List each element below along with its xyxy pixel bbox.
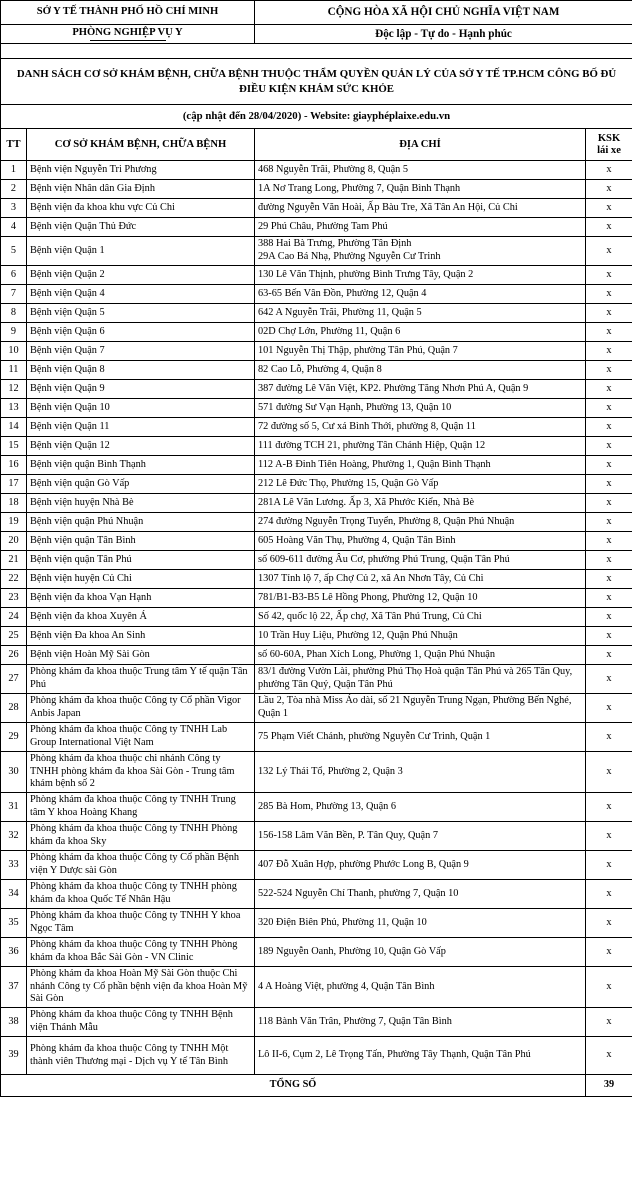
facility-address: 118 Bành Văn Trân, Phường 7, Quận Tân Bình [255, 1008, 586, 1037]
table-row [1, 532, 632, 551]
table-row [1, 551, 632, 570]
table-row [1, 180, 632, 199]
facility-address: Lầu 2, Tòa nhà Miss Áo dài, số 21 Nguyễn Trung Ngạn, Phường Bến Nghé, Quận 1 [255, 694, 586, 723]
table-row [1, 1037, 632, 1075]
ksk-mark: x [586, 494, 632, 513]
facility-address: 605 Hoàng Văn Thụ, Phường 4, Quận Tân Bình [255, 532, 586, 551]
row-number: 2 [1, 180, 27, 199]
facility-address: 112 A-B Đinh Tiên Hoàng, Phường 1, Quận Bình Thạnh [255, 456, 586, 475]
facility-address: số 609-611 đường Âu Cơ, phường Phú Trung, Quận Tân Phú [255, 551, 586, 570]
facility-address: 281A Lê Văn Lương. Ấp 3, Xã Phước Kiển, Nhà Bè [255, 494, 586, 513]
table-row [1, 723, 632, 752]
table-row [1, 380, 632, 399]
row-number: 25 [1, 627, 27, 646]
facility-address: 130 Lê Văn Thịnh, phường Bình Trưng Tây, Quận 2 [255, 266, 586, 285]
ksk-mark: x [586, 304, 632, 323]
row-number: 27 [1, 665, 27, 694]
facility-address: 407 Đỗ Xuân Hợp, phường Phước Long B, Quận 9 [255, 851, 586, 880]
col-header-tt: TT [1, 129, 27, 161]
facility-address: 29 Phú Châu, Phường Tam Phú [255, 218, 586, 237]
row-number: 17 [1, 475, 27, 494]
col-header-name: CƠ SỞ KHÁM BỆNH, CHỮA BỆNH [27, 129, 255, 161]
table-row [1, 608, 632, 627]
ksk-mark: x [586, 418, 632, 437]
ksk-mark: x [586, 822, 632, 851]
row-number: 5 [1, 237, 27, 266]
table-row [1, 361, 632, 380]
ksk-mark: x [586, 967, 632, 1008]
facility-name: Bệnh viện quận Bình Thạnh [27, 456, 255, 475]
subtitle-row [1, 105, 632, 129]
table-row [1, 752, 632, 793]
row-number: 35 [1, 909, 27, 938]
header-row-1 [1, 1, 632, 25]
table-row [1, 570, 632, 589]
row-number: 19 [1, 513, 27, 532]
row-number: 22 [1, 570, 27, 589]
row-number: 24 [1, 608, 27, 627]
facility-name: Phòng khám đa khoa thuộc Công ty TNHH Lab Group International Việt Nam [27, 723, 255, 752]
row-number: 8 [1, 304, 27, 323]
ksk-mark: x [586, 851, 632, 880]
facility-address: 111 đường TCH 21, phường Tân Chánh Hiệp, Quận 12 [255, 437, 586, 456]
ksk-mark: x [586, 723, 632, 752]
table-row [1, 418, 632, 437]
facility-name: Bệnh viện Nguyễn Tri Phương [27, 161, 255, 180]
table-row [1, 399, 632, 418]
total-label: TỔNG SỐ [1, 1075, 586, 1097]
facility-address: 63-65 Bến Vân Đồn, Phường 12, Quận 4 [255, 285, 586, 304]
facility-address: 388 Hai Bà Trưng, Phường Tân Định 29A Cao Bá Nhạ, Phường Nguyễn Cư Trinh [255, 237, 586, 266]
facility-name: Bệnh viện đa khoa Xuyên Á [27, 608, 255, 627]
table-row [1, 694, 632, 723]
facility-name: Phòng khám đa khoa thuộc chi nhánh Công ty TNHH phòng khám đa khoa Sài Gòn - Trung tâm khám bệnh số 2 [27, 752, 255, 793]
row-number: 4 [1, 218, 27, 237]
ksk-mark: x [586, 1008, 632, 1037]
facility-address: 72 đường số 5, Cư xá Bình Thới, phường 8, Quận 11 [255, 418, 586, 437]
ksk-mark: x [586, 199, 632, 218]
total-value: 39 [586, 1075, 632, 1097]
table-row [1, 304, 632, 323]
ksk-mark: x [586, 570, 632, 589]
facility-address: 468 Nguyễn Trãi, Phường 8, Quận 5 [255, 161, 586, 180]
table-row [1, 793, 632, 822]
table-row [1, 851, 632, 880]
table-row [1, 822, 632, 851]
facility-address: 1307 Tỉnh lộ 7, ấp Chợ Củ 2, xã An Nhơn Tây, Củ Chi [255, 570, 586, 589]
ksk-mark: x [586, 909, 632, 938]
ksk-mark: x [586, 361, 632, 380]
facility-name: Bệnh viện quận Phú Nhuận [27, 513, 255, 532]
ksk-mark: x [586, 752, 632, 793]
table-row [1, 627, 632, 646]
ksk-mark: x [586, 237, 632, 266]
ksk-mark: x [586, 218, 632, 237]
table-row [1, 218, 632, 237]
document-title: DANH SÁCH CƠ SỞ KHÁM BỆNH, CHỮA BỆNH THUỘC THẨM QUYỀN QUẢN LÝ CỦA SỞ Y TẾ TP.HCM CÔNG BỐ ĐỦ ĐIỀU KIỆN KHÁM SỨC KHỎE [1, 59, 632, 105]
row-number: 30 [1, 752, 27, 793]
col-header-ksk-line2: lái xe [597, 144, 621, 156]
ksk-mark: x [586, 437, 632, 456]
department-underline [90, 40, 166, 41]
motto: Độc lập - Tự do - Hạnh phúc [255, 25, 632, 44]
table-row [1, 437, 632, 456]
table-row [1, 161, 632, 180]
facility-address: 02D Chợ Lớn, Phường 11, Quận 6 [255, 323, 586, 342]
ksk-mark: x [586, 180, 632, 199]
table-row [1, 880, 632, 909]
blank-cell [1, 44, 632, 59]
facility-address: đường Nguyễn Văn Hoài, Ấp Bàu Tre, Xã Tân An Hội, Củ Chi [255, 199, 586, 218]
facility-name: Bệnh viện Quận 11 [27, 418, 255, 437]
facility-name: Bệnh viện đa khoa khu vực Củ Chi [27, 199, 255, 218]
blank-row [1, 44, 632, 59]
ksk-mark: x [586, 880, 632, 909]
col-header-ksk [586, 129, 632, 161]
ksk-mark: x [586, 380, 632, 399]
department-cell [1, 25, 255, 44]
ksk-mark: x [586, 793, 632, 822]
facility-name: Phòng khám đa khoa thuộc Công ty TNHH Bệnh viện Thánh Mẫu [27, 1008, 255, 1037]
column-header-row [1, 129, 632, 161]
table-row [1, 646, 632, 665]
table-row [1, 513, 632, 532]
row-number: 6 [1, 266, 27, 285]
facility-name: Phòng khám đa khoa thuộc Công ty TNHH Y khoa Ngọc Tâm [27, 909, 255, 938]
row-number: 32 [1, 822, 27, 851]
facility-address: 132 Lý Thái Tổ, Phường 2, Quận 3 [255, 752, 586, 793]
col-header-ksk-line1: KSK [597, 132, 621, 144]
facility-address: 781/B1-B3-B5 Lê Hồng Phong, Phường 12, Quận 10 [255, 589, 586, 608]
facility-name: Phòng khám đa khoa thuộc Công ty Cổ phần Vigor Anbis Japan [27, 694, 255, 723]
facility-name: Phòng khám đa khoa thuộc Trung tâm Y tế quận Tân Phú [27, 665, 255, 694]
header-row-2 [1, 25, 632, 44]
ksk-mark: x [586, 627, 632, 646]
row-number: 20 [1, 532, 27, 551]
facility-name: Bệnh viện Quận 4 [27, 285, 255, 304]
facility-name: Bệnh viện Quận 1 [27, 237, 255, 266]
row-number: 39 [1, 1037, 27, 1075]
row-number: 38 [1, 1008, 27, 1037]
facility-name: Bệnh viện Quận 12 [27, 437, 255, 456]
facility-address: 1A Nơ Trang Long, Phường 7, Quận Bình Thạnh [255, 180, 586, 199]
facility-name: Bệnh viện Quận 2 [27, 266, 255, 285]
table-row [1, 323, 632, 342]
facility-name: Bệnh viện huyện Củ Chi [27, 570, 255, 589]
facility-name: Bệnh viện huyện Nhà Bè [27, 494, 255, 513]
row-number: 18 [1, 494, 27, 513]
facility-name: Bệnh viện Quận 9 [27, 380, 255, 399]
row-number: 11 [1, 361, 27, 380]
facility-address: 101 Nguyễn Thị Thập, phường Tân Phú, Quận 7 [255, 342, 586, 361]
row-number: 21 [1, 551, 27, 570]
ksk-mark: x [586, 551, 632, 570]
facility-name: Bệnh viện Đa khoa An Sinh [27, 627, 255, 646]
facility-address: số 60-60A, Phan Xích Long, Phường 1, Quận Phú Nhuận [255, 646, 586, 665]
facility-address: 82 Cao Lỗ, Phường 4, Quận 8 [255, 361, 586, 380]
facility-name: Bệnh viện Hoàn Mỹ Sài Gòn [27, 646, 255, 665]
facility-name: Bệnh viện Quận Thủ Đức [27, 218, 255, 237]
ksk-mark: x [586, 532, 632, 551]
department-name: PHÒNG NGHIỆP VỤ Y [72, 26, 183, 38]
facility-address: 10 Trần Huy Liệu, Phường 12, Quận Phú Nhuận [255, 627, 586, 646]
ksk-mark: x [586, 665, 632, 694]
facility-address: 189 Nguyễn Oanh, Phường 10, Quận Gò Vấp [255, 938, 586, 967]
facility-address: 156-158 Lâm Văn Bền, P. Tân Quy, Quận 7 [255, 822, 586, 851]
ksk-mark: x [586, 399, 632, 418]
facility-address: 83/1 đường Vườn Lài, phường Phú Thọ Hoà quận Tân Phú và 265 Tân Quy, phường Tân Quý, Quận Tân Phú [255, 665, 586, 694]
ksk-mark: x [586, 513, 632, 532]
table-row [1, 1008, 632, 1037]
row-number: 9 [1, 323, 27, 342]
ksk-mark: x [586, 646, 632, 665]
title-row [1, 59, 632, 105]
facility-name: Bệnh viện quận Tân Bình [27, 532, 255, 551]
ksk-mark: x [586, 323, 632, 342]
facility-name: Bệnh viện Quận 6 [27, 323, 255, 342]
ksk-mark: x [586, 694, 632, 723]
facility-address: 285 Bà Hom, Phường 13, Quận 6 [255, 793, 586, 822]
row-number: 1 [1, 161, 27, 180]
row-number: 31 [1, 793, 27, 822]
ksk-mark: x [586, 456, 632, 475]
table-row [1, 589, 632, 608]
facility-address: Lô II-6, Cụm 2, Lê Trọng Tấn, Phường Tây Thạnh, Quận Tân Phú [255, 1037, 586, 1075]
col-header-address: ĐỊA CHỈ [255, 129, 586, 161]
facility-address: 642 A Nguyễn Trãi, Phường 11, Quận 5 [255, 304, 586, 323]
table-row [1, 475, 632, 494]
table-row [1, 285, 632, 304]
ksk-mark: x [586, 938, 632, 967]
ksk-mark: x [586, 161, 632, 180]
facility-address: 274 đường Nguyễn Trọng Tuyển, Phường 8, Quận Phú Nhuận [255, 513, 586, 532]
table-row [1, 266, 632, 285]
ksk-mark: x [586, 1037, 632, 1075]
table-row [1, 456, 632, 475]
facility-address: 212 Lê Đức Thọ, Phường 15, Quận Gò Vấp [255, 475, 586, 494]
row-number: 26 [1, 646, 27, 665]
facility-name: Bệnh viện Quận 10 [27, 399, 255, 418]
row-number: 14 [1, 418, 27, 437]
facility-name: Phòng khám đa khoa thuộc Công ty Cổ phần Bệnh viện Y Dược sài Gòn [27, 851, 255, 880]
facility-address: 4 A Hoàng Việt, phường 4, Quận Tân Bình [255, 967, 586, 1008]
facility-name: Phòng khám đa khoa thuộc Công ty TNHH Phòng khám đa khoa Bắc Sài Gòn - VN Clinic [27, 938, 255, 967]
row-number: 16 [1, 456, 27, 475]
total-row [1, 1075, 632, 1097]
row-number: 23 [1, 589, 27, 608]
table-row [1, 237, 632, 266]
ksk-mark: x [586, 266, 632, 285]
facility-address: Số 42, quốc lộ 22, Ấp chợ, Xã Tân Phú Trung, Củ Chi [255, 608, 586, 627]
table-row [1, 909, 632, 938]
facility-name: Phòng khám đa khoa thuộc Công ty TNHH Phòng khám đa khoa Sky [27, 822, 255, 851]
ksk-mark: x [586, 475, 632, 494]
facility-address: 320 Điện Biên Phủ, Phường 11, Quận 10 [255, 909, 586, 938]
table-row [1, 938, 632, 967]
facility-name: Bệnh viện Quận 8 [27, 361, 255, 380]
row-number: 33 [1, 851, 27, 880]
facility-name: Phòng khám đa khoa thuộc Công ty TNHH Trung tâm Y khoa Hoàng Khang [27, 793, 255, 822]
facility-name: Bệnh viện Quận 7 [27, 342, 255, 361]
ksk-mark: x [586, 589, 632, 608]
agency-name: SỞ Y TẾ THÀNH PHỐ HỒ CHÍ MINH [1, 1, 255, 25]
facility-name: Phòng khám đa khoa thuộc Công ty TNHH phòng khám đa khoa Quốc Tế Nhân Hậu [27, 880, 255, 909]
row-number: 36 [1, 938, 27, 967]
facility-name: Bệnh viện Nhân dân Gia Định [27, 180, 255, 199]
facility-address: 75 Phạm Viết Chánh, phường Nguyễn Cư Trinh, Quận 1 [255, 723, 586, 752]
facility-name: Phòng khám đa khoa Hoàn Mỹ Sài Gòn thuộc Chi nhánh Công ty Cổ phần bệnh viện đa khoa Hoàn Mỹ Sài Gòn [27, 967, 255, 1008]
row-number: 28 [1, 694, 27, 723]
row-number: 10 [1, 342, 27, 361]
row-number: 15 [1, 437, 27, 456]
table-row [1, 665, 632, 694]
table-row [1, 494, 632, 513]
row-number: 13 [1, 399, 27, 418]
row-number: 37 [1, 967, 27, 1008]
country-name: CỘNG HÒA XÃ HỘI CHỦ NGHĨA VIỆT NAM [255, 1, 632, 25]
ksk-mark: x [586, 342, 632, 361]
ksk-mark: x [586, 285, 632, 304]
table-row [1, 199, 632, 218]
table-row [1, 967, 632, 1008]
row-number: 7 [1, 285, 27, 304]
table-row [1, 342, 632, 361]
document-subtitle: (cập nhật đến 28/04/2020) - Website: giayphéplaixe.edu.vn [1, 105, 632, 129]
row-number: 29 [1, 723, 27, 752]
facility-name: Bệnh viện Quận 5 [27, 304, 255, 323]
row-number: 3 [1, 199, 27, 218]
facility-name: Bệnh viện quận Gò Vấp [27, 475, 255, 494]
facility-address: 571 đường Sư Vạn Hạnh, Phường 13, Quận 10 [255, 399, 586, 418]
facility-name: Bệnh viện quận Tân Phú [27, 551, 255, 570]
ksk-mark: x [586, 608, 632, 627]
facility-address: 387 đường Lê Văn Việt, KP2. Phường Tăng Nhơn Phú A, Quận 9 [255, 380, 586, 399]
row-number: 34 [1, 880, 27, 909]
facility-address: 522-524 Nguyễn Chí Thanh, phường 7, Quận 10 [255, 880, 586, 909]
facility-name: Phòng khám đa khoa thuộc Công ty TNHH Một thành viên Thương mại - Dịch vụ Y tế Tân Bình [27, 1037, 255, 1075]
facility-name: Bệnh viện đa khoa Vạn Hạnh [27, 589, 255, 608]
row-number: 12 [1, 380, 27, 399]
